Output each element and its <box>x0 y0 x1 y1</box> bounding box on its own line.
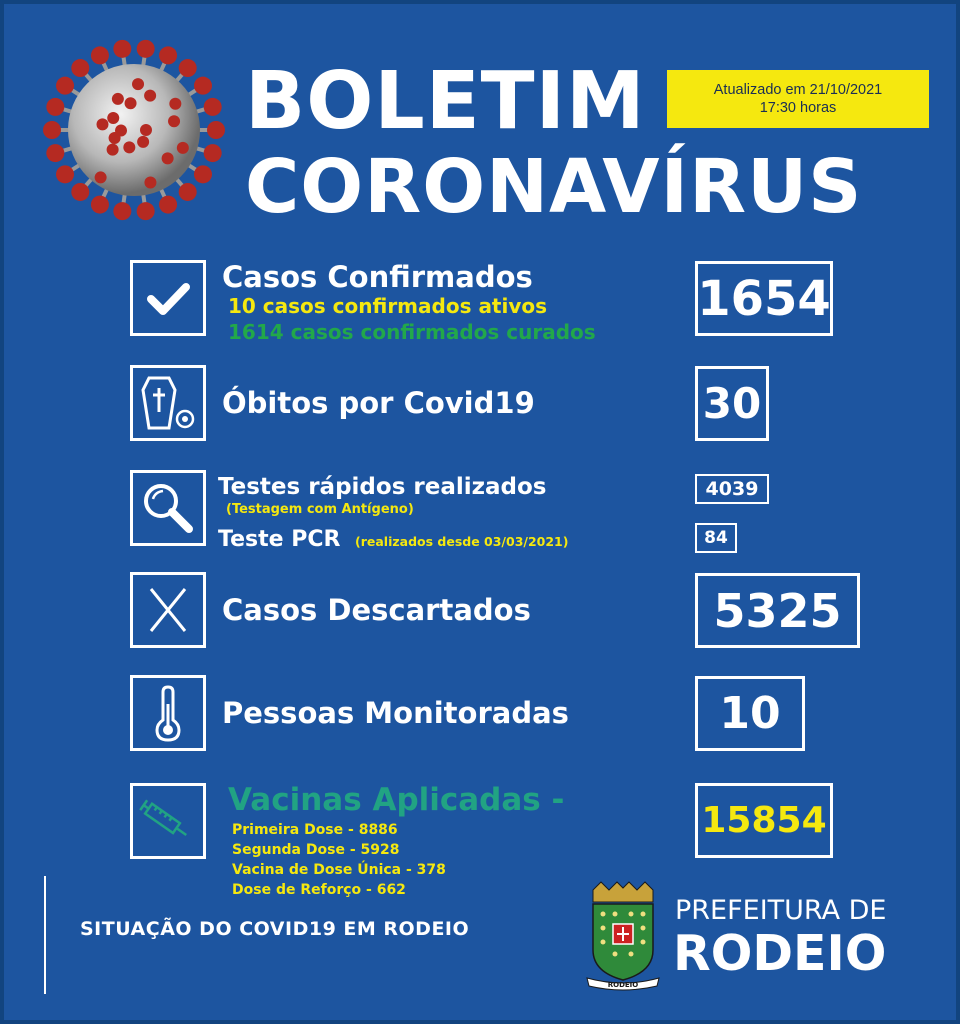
city-name: RODEIO <box>673 925 887 982</box>
vaccine-single-dose: Vacina de Dose Única - 378 <box>232 862 446 878</box>
coffin-icon <box>130 365 206 441</box>
situation-caption: SITUAÇÃO DO COVID19 EM RODEIO <box>80 918 470 940</box>
deaths-label: Óbitos por Covid19 <box>222 386 535 420</box>
pcr-note: (realizados desde 03/03/2021) <box>355 534 569 549</box>
vaccine-booster-dose: Dose de Reforço - 662 <box>232 882 406 898</box>
title-coronavirus: CORONAVÍRUS <box>245 144 863 230</box>
rapid-tests-label: Testes rápidos realizados <box>218 474 547 500</box>
discarded-label: Casos Descartados <box>222 593 531 627</box>
x-icon <box>130 572 206 648</box>
pcr-value: 84 <box>695 523 737 553</box>
update-time: 17:30 horas <box>759 100 837 116</box>
title-boletim: BOLETIM <box>245 55 646 147</box>
vaccines-value: 15854 <box>695 783 833 858</box>
footer-divider <box>44 876 46 994</box>
monitored-value: 10 <box>695 676 805 751</box>
update-badge <box>667 70 929 128</box>
vaccine-second-dose: Segunda Dose - 5928 <box>232 842 400 858</box>
rodeio-crest-icon <box>583 880 663 992</box>
rapid-tests-note: (Testagem com Antígeno) <box>226 502 414 517</box>
discarded-value: 5325 <box>695 573 860 648</box>
pcr-label: Teste PCR <box>218 527 341 552</box>
rapid-tests-value: 4039 <box>695 474 769 504</box>
deaths-value: 30 <box>695 366 769 441</box>
confirmed-label: Casos Confirmados <box>222 260 533 294</box>
monitored-label: Pessoas Monitoradas <box>222 696 569 730</box>
confirmed-value: 1654 <box>695 261 833 336</box>
magnifier-icon <box>130 470 206 546</box>
crest-banner-text: RODEIO <box>607 981 639 989</box>
thermometer-icon <box>130 675 206 751</box>
coronavirus-icon <box>42 38 227 223</box>
vaccines-title: Vacinas Aplicadas - <box>228 782 565 818</box>
prefeitura-label: PREFEITURA DE <box>675 895 887 926</box>
update-date: Atualizado em 21/10/2021 <box>713 82 883 98</box>
checkmark-icon <box>130 260 206 336</box>
syringe-icon <box>130 783 206 859</box>
vaccine-first-dose: Primeira Dose - 8886 <box>232 822 398 838</box>
confirmed-active: 10 casos confirmados ativos <box>228 294 548 318</box>
confirmed-cured: 1614 casos confirmados curados <box>228 320 596 344</box>
